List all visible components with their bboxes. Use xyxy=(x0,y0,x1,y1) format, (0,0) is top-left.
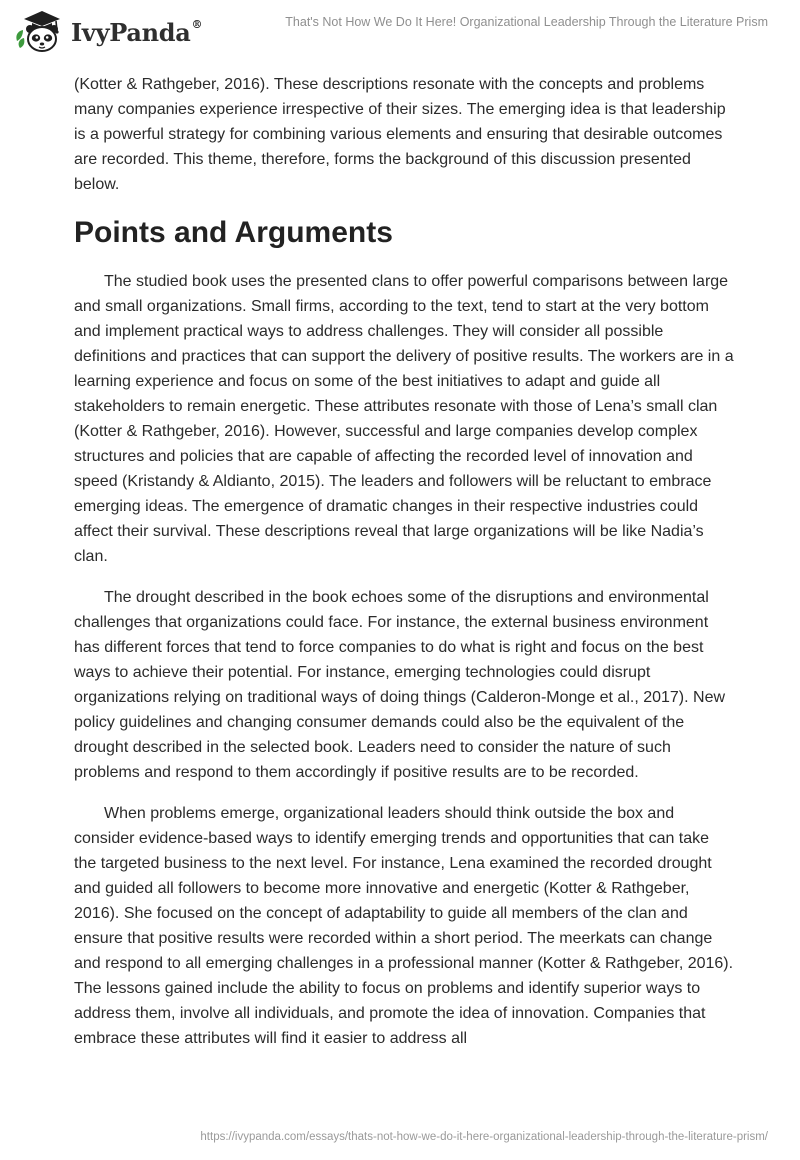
body-paragraph-2: The drought described in the book echoes some of the disruptions and environmental challenges that organizations could face. For instance, the external business environment has different forces that tend to force companies to do what is right and focus on the best ways to achieve their potential. For instance, emerging technologies could disrupt organizations relying on traditional ways of doing things (Calderon-Monge et al., 2017). New policy guidelines and changing consumer demands could also be the equivalent of the drought described in the selected book. Leaders need to consider the nature of such problems and respond to them accordingly if positive results are to be recorded. xyxy=(74,589,726,781)
section-heading: Points and Arguments xyxy=(74,216,393,249)
body-paragraph-1: The studied book uses the presented clans to offer powerful comparisons between large and small organizations. Small firms, according to the text, tend to start at the very bottom and implement practical ways to address challenges. They will consider all possible definitions and practices that can support the delivery of positive results. The workers are in a learning experience and focus on some of the best initiatives to adapt and guide all stakeholders to remain energetic. These attributes resonate with those of Lena’s small clan (Kotter & Rathgeber, 2016). However, successful and large companies develop complex structures and policies that are capable of affecting the recorded level of innovation and speed (Kristandy & Aldianto, 2015). The leaders and followers will be reluctant to embrace emerging ideas. The emergence of dramatic changes in their respective industries could affect their survival. These descriptions reveal that large organizations will be like Nadia’s clan. xyxy=(74,273,734,565)
ivypanda-logo[interactable] xyxy=(14,7,214,55)
body-paragraph-3: When problems emerge, organizational leaders should think outside the box and consider evidence-based ways to identify emerging trends and opportunities that can take the targeted business to the next level. For instance, Lena examined the recorded drought and guided all followers to become more innovative and energetic (Kotter & Rathgeber, 2016). She focused on the concept of adaptability to guide all members of the clan and ensure that positive results were recorded within a short period. The meerkats can change and respond to all emerging challenges in a professional manner (Kotter & Rathgeber, 2016). The lessons gained include the ability to focus on problems and identify superior ways to address them, involve all individuals, and promote the idea of innovation. Companies that embrace these attributes will find it easier to address all xyxy=(74,805,734,1047)
panda-graduate-icon xyxy=(14,8,66,54)
source-url-link[interactable]: https://ivypanda.com/essays/thats-not-how-we-do-it-here-organizational-leadership-through-the-literature-prism/ xyxy=(200,1131,768,1143)
document-title: That's Not How We Do It Here! Organizational Leadership Through the Literature Prism xyxy=(285,15,768,29)
logo-wordmark: IvyPanda® xyxy=(71,17,203,47)
essay-content xyxy=(74,72,734,1067)
page-header xyxy=(0,0,800,62)
intro-paragraph: (Kotter & Rathgeber, 2016). These descriptions resonate with the concepts and problems many companies experience irrespective of their sizes. The emerging idea is that leadership is a powerful strategy for combining various elements and ensuring that desirable outcomes are recorded. This theme, therefore, forms the background of this discussion presented below. xyxy=(74,76,726,193)
